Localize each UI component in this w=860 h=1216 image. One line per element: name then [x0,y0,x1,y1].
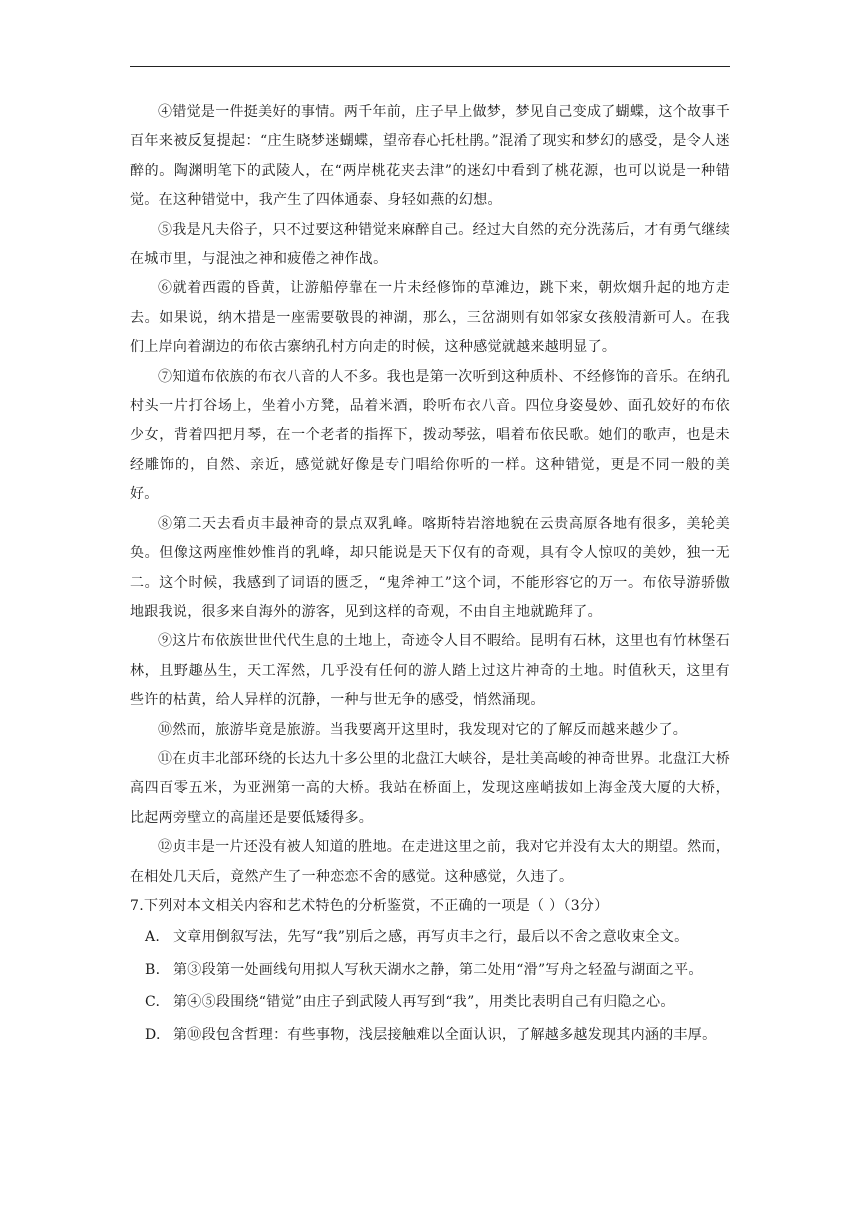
paragraph-12: ⑫贞丰是一片还没有被人知道的胜地。在走进这里之前，我对它并没有太大的期望。然而，在相处几天后，竟然产生了一种恋恋不舍的感觉。这种感觉，久违了。 [130,839,730,885]
option-letter: A. [145,929,161,946]
paragraph-9: ⑨这片布依族世世代代生息的土地上，奇迹令人目不暇给。昆明有石林，这里也有竹林堡石林，且野趣丛生，天工浑然，几乎没有任何的游人踏上过这片神奇的土地。时值秋天，这里有些许的枯黄，给人异样的沉静，一种与世无争的感受，悄然涌现。 [130,633,730,709]
option-letter: D. [145,1026,161,1043]
option-a[interactable] [130,921,730,953]
option-text: 文章用倒叙写法，先写“我”别后之感，再写贞丰之行，最后以不舍之意收束全文。 [173,929,689,946]
paragraph-7: ⑦知道布依族的布衣八音的人不多。我也是第一次听到这种质朴、不经修饰的音乐。在纳孔村头一片打谷场上，坐着小方凳，品着米酒，聆听布衣八音。四位身姿曼妙、面孔姣好的布依少女，背着四把月琴，在一个老者的指挥下，拨动琴弦，唱着布依民歌。她们的歌声，也是未经雕饰的，自然、亲近，感觉就好像是专门唱给你听的一样。这种错觉，更是不同一般的美好。 [130,368,730,503]
paragraph-11: ⑪在贞丰北部环绕的长达九十多公里的北盘江大峡谷，是壮美高峻的神奇世界。北盘江大桥高四百零五米，为亚洲第一高的大桥。我站在桥面上，发现这座峭拔如上海金茂大厦的大桥，比起两旁壁立的高崖还是要低矮得多。 [130,750,730,826]
question-stem: 7.下列对本文相关内容和艺术特色的分析鉴赏，不正确的一项是（ ）（3分） [130,897,609,914]
paragraph-8: ⑧第二天去看贞丰最神奇的景点双乳峰。喀斯特岩溶地貌在云贵高原各地有很多，美轮美奂。但像这两座惟妙惟肖的乳峰，却只能说是天下仅有的奇观，具有令人惊叹的美妙，独一无二。这个时候，我感到了词语的匮乏，“鬼斧神工”这个词，不能形容它的万一。布依导游骄傲地跟我说，很多来自海外的游客，见到这样的奇观，不由自主地就跪拜了。 [130,515,730,620]
option-text: 第④⑤段围绕“错觉”由庄子到武陵人再写到“我”，用类比表明自己有归隐之心。 [173,994,675,1011]
paragraph-10: ⑩然而，旅游毕竟是旅游。当我要离开这里时，我发现对它的了解反而越来越少了。 [158,721,688,738]
document-body [130,98,730,1051]
option-text: 第⑩段包含哲理：有些事物，浅层接触难以全面认识，了解越多越发现其内涵的丰厚。 [173,1026,717,1043]
option-b[interactable] [130,954,730,986]
header-rule [130,66,730,67]
option-c[interactable] [130,986,730,1018]
paragraph-5: ⑤我是凡夫俗子，只不过要这种错觉来麻醉自己。经过大自然的充分洗荡后，才有勇气继续在城市里，与混浊之神和疲倦之神作战。 [130,221,730,268]
option-text: 第③段第一处画线句用拟人写秋天湖水之静，第二处用“滑”写舟之轻盈与湖面之平。 [173,961,703,978]
option-letter: B. [145,961,161,978]
option-letter: C. [145,994,161,1011]
option-d[interactable] [130,1019,730,1051]
paragraph-4: ④错觉是一件挺美好的事情。两千年前，庄子早上做梦，梦见自己变成了蝴蝶，这个故事千百年来被反复提起：“庄生晓梦迷蝴蝶，望帝春心托杜鹃。”混淆了现实和梦幻的感受，是令人迷醉的。陶渊明笔下的武陵人，在“两岸桃花夹去津”的迷幻中看到了桃花源，也可以说是一种错觉。在这种错觉中，我产生了四体通泰、身轻如燕的幻想。 [130,104,730,209]
paragraph-6: ⑥就着西霞的昏黄，让游船停靠在一片未经修饰的草滩边，跳下来，朝炊烟升起的地方走去。如果说，纳木措是一座需要敬畏的神湖，那么，三岔湖则有如邻家女孩般清新可人。在我们上岸向着湖边的布依古寨纳孔村方向走的时候，这种感觉就越来越明显了。 [130,280,730,356]
